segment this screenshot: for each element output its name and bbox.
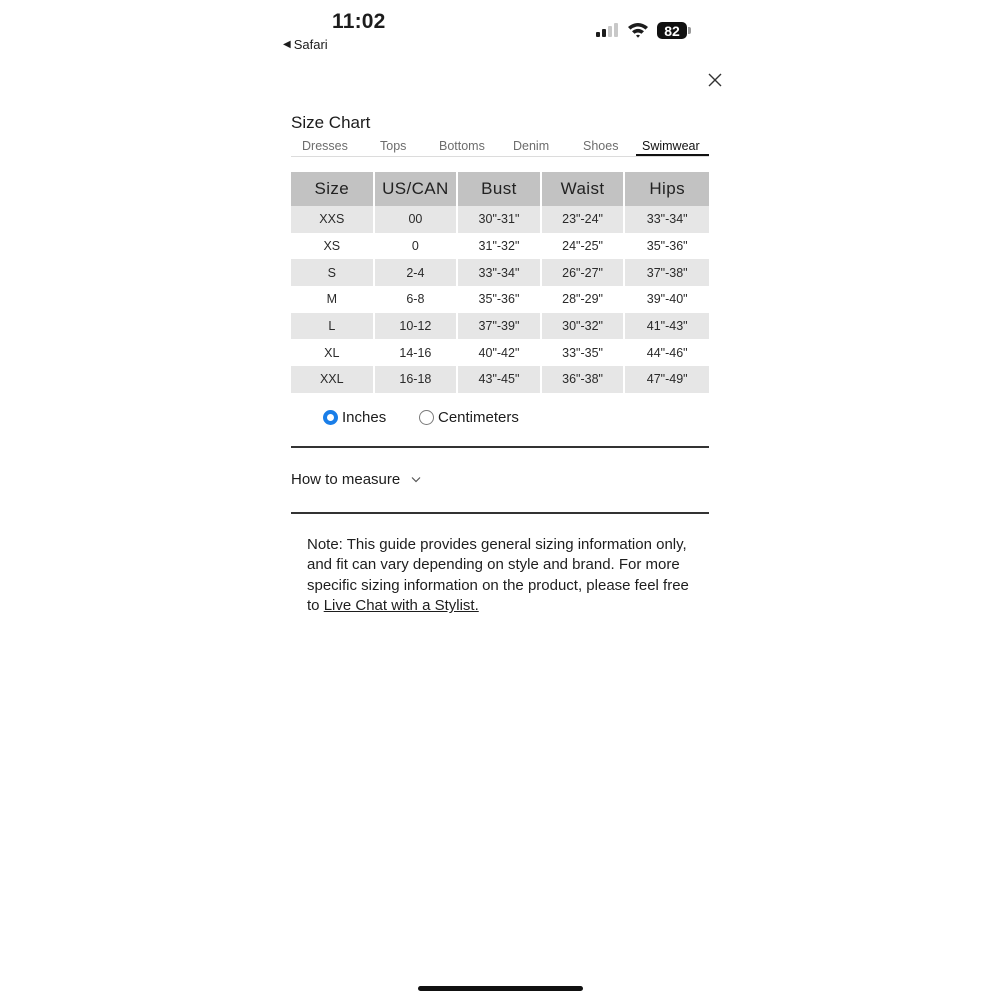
- cell-bust: 35"-36": [458, 286, 542, 313]
- tab-bottoms[interactable]: Bottoms: [439, 139, 485, 153]
- cell-us-can: 00: [375, 206, 459, 233]
- cell-us-can: 2-4: [375, 259, 459, 286]
- cell-size: S: [291, 259, 375, 286]
- cell-us-can: 0: [375, 233, 459, 260]
- table-row: [291, 313, 709, 340]
- wifi-icon: [627, 21, 649, 38]
- unit-option-inches[interactable]: [323, 409, 386, 426]
- cell-waist: 28"-29": [542, 286, 626, 313]
- header-us-can: US/CAN: [375, 172, 459, 206]
- table-header-row: [291, 172, 709, 206]
- close-icon[interactable]: [706, 71, 724, 89]
- cell-bust: 43"-45": [458, 366, 542, 393]
- cell-us-can: 6-8: [375, 286, 459, 313]
- header-bust: Bust: [458, 172, 542, 206]
- table-row: [291, 233, 709, 260]
- table-row: [291, 339, 709, 366]
- note-text: This guide provides general sizing information only, and fit can vary depending on style and brand. For more specific sizing information on the product, please feel free to: [307, 536, 689, 615]
- chevron-down-icon: [411, 476, 421, 483]
- back-to-safari-link[interactable]: [283, 37, 328, 52]
- table-row: [291, 366, 709, 393]
- table-row: [291, 206, 709, 233]
- cell-hips: 39"-40": [646, 292, 688, 307]
- battery-level: 82: [664, 22, 680, 39]
- how-to-measure-toggle[interactable]: [291, 471, 421, 488]
- size-chart-table: [291, 172, 709, 393]
- cell-hips: 35"-36": [646, 239, 688, 254]
- status-time: 11:02: [332, 10, 386, 33]
- tab-shoes[interactable]: Shoes: [583, 139, 619, 153]
- cell-hips: 37"-38": [625, 259, 709, 286]
- cell-waist: 30"-32": [542, 313, 626, 340]
- cell-size: XXL: [291, 366, 375, 393]
- divider: [291, 446, 709, 448]
- cell-size: XS: [291, 233, 375, 260]
- cell-waist: 33"-35": [542, 339, 626, 366]
- how-to-measure-label: How to measure: [291, 471, 401, 488]
- cell-us-can: 10-12: [375, 313, 459, 340]
- sizing-note: [307, 535, 702, 617]
- table-row: [291, 259, 709, 286]
- battery-tip: [688, 27, 691, 34]
- cell-bust: 33"-34": [458, 259, 542, 286]
- live-chat-link[interactable]: Live Chat with a Stylist.: [323, 597, 479, 615]
- back-app-label: Safari: [293, 37, 328, 52]
- cell-size: XL: [291, 339, 375, 366]
- cell-size: M: [291, 286, 375, 313]
- modal-title: Size Chart: [291, 113, 371, 132]
- tab-swimwear[interactable]: Swimwear: [642, 139, 700, 153]
- unit-option-centimeters[interactable]: [419, 409, 519, 426]
- cell-bust: 40"-42": [458, 339, 542, 366]
- cell-waist: 36"-38": [542, 366, 626, 393]
- cell-bust: 30"-31": [458, 206, 542, 233]
- cell-waist: 23"-24": [542, 206, 626, 233]
- cell-hips: 33"-34": [625, 206, 709, 233]
- radio-unselected-icon[interactable]: [419, 410, 434, 425]
- cell-hips: 41"-43": [625, 313, 709, 340]
- tab-tops[interactable]: Tops: [380, 139, 407, 153]
- cell-hips: 44"-46": [646, 345, 688, 360]
- cell-us-can: 16-18: [375, 366, 459, 393]
- battery-icon: [657, 22, 687, 39]
- back-triangle-icon: ◀: [283, 39, 291, 50]
- cell-us-can: 14-16: [375, 339, 459, 366]
- home-indicator[interactable]: [418, 986, 583, 991]
- note-label: Note:: [307, 536, 343, 553]
- cell-size: L: [291, 313, 375, 340]
- tab-dresses[interactable]: Dresses: [302, 139, 348, 153]
- table-row: [291, 286, 709, 313]
- header-hips: Hips: [625, 172, 709, 206]
- cell-waist: 24"-25": [542, 233, 626, 260]
- tab-denim[interactable]: Denim: [513, 139, 550, 153]
- cellular-signal-icon: [596, 23, 618, 37]
- header-waist: Waist: [542, 172, 626, 206]
- unit-label-centimeters: Centimeters: [438, 409, 519, 426]
- cell-bust: 37"-39": [458, 313, 542, 340]
- divider: [291, 512, 709, 514]
- unit-label-inches: Inches: [342, 409, 387, 426]
- cell-waist: 26"-27": [542, 259, 626, 286]
- radio-selected-icon[interactable]: [323, 410, 338, 425]
- cell-hips: 47"-49": [625, 366, 709, 393]
- cell-bust: 31"-32": [458, 233, 542, 260]
- cell-size: XXS: [291, 206, 375, 233]
- header-size: Size: [291, 172, 375, 206]
- active-tab-indicator: [636, 154, 709, 156]
